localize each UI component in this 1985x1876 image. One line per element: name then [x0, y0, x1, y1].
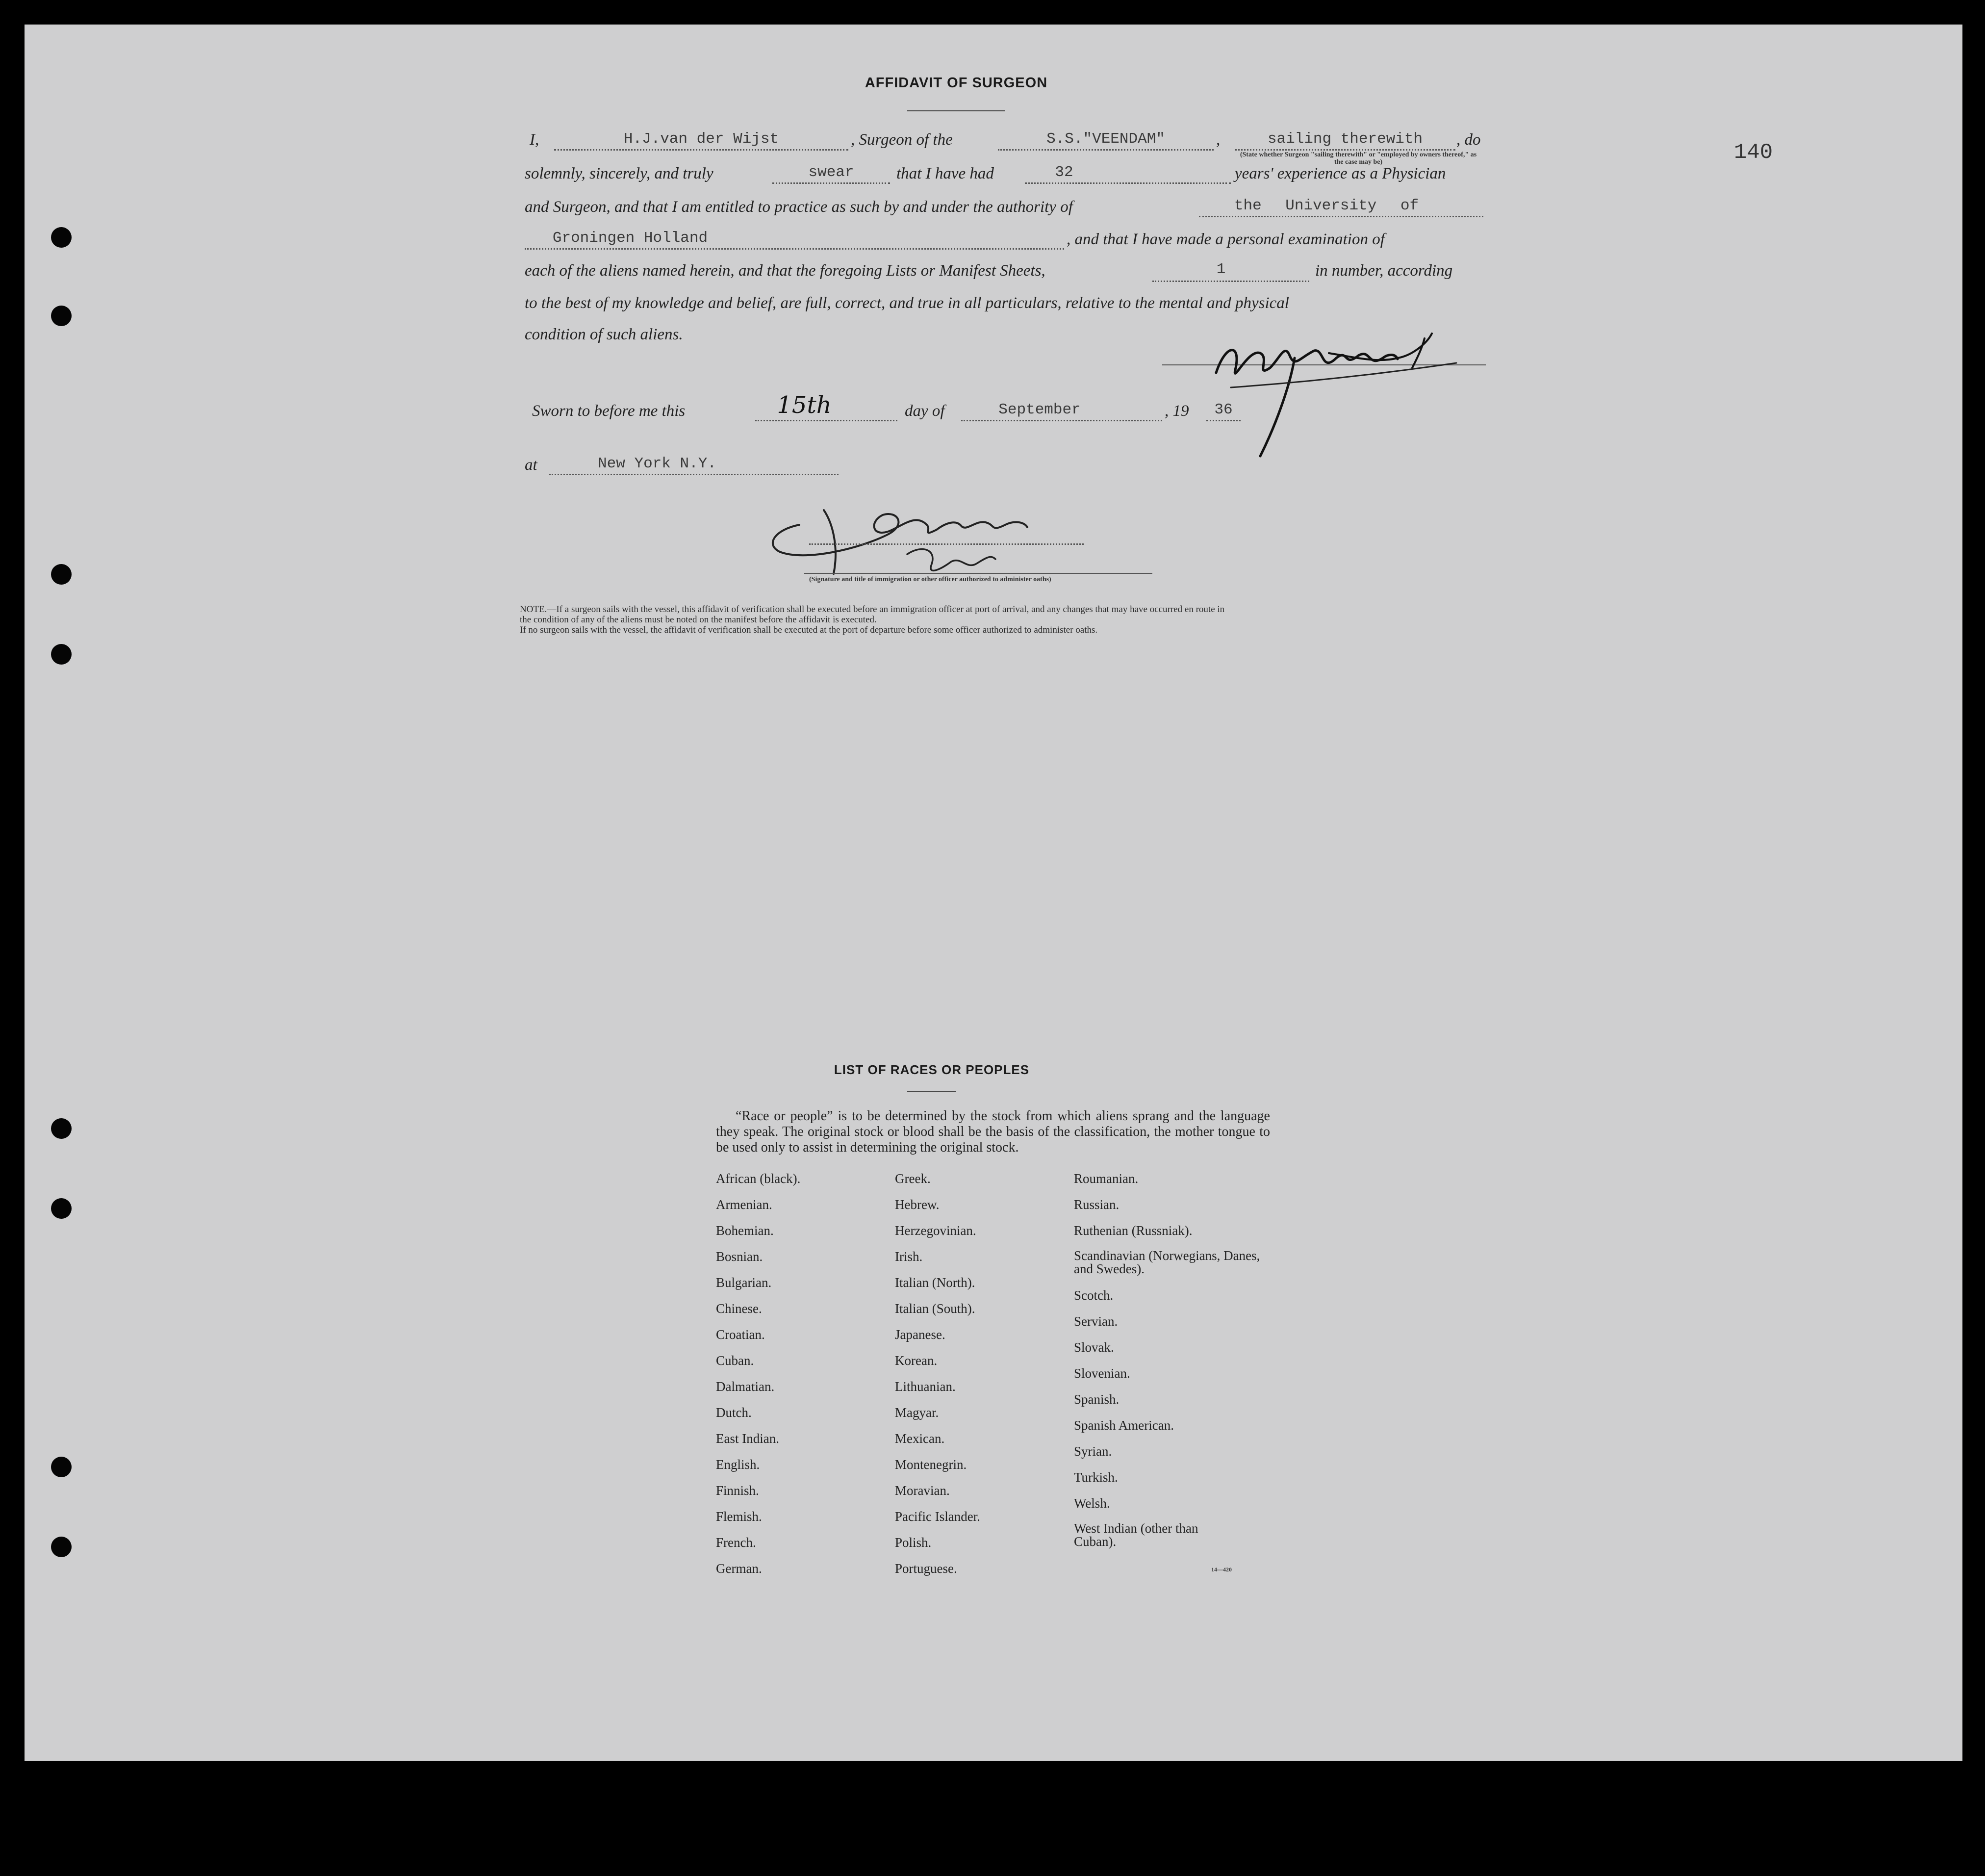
race-item: East Indian.	[716, 1431, 779, 1446]
race-item: Moravian.	[895, 1483, 950, 1498]
text-sworn: Sworn to before me this	[532, 402, 686, 420]
authority-line-2	[525, 248, 1064, 250]
binder-hole	[51, 1118, 72, 1139]
race-item: Armenian.	[716, 1197, 772, 1212]
race-item: West Indian (other than Cuban).	[1074, 1521, 1198, 1549]
race-item: Slovak.	[1074, 1340, 1114, 1355]
binder-hole	[51, 227, 72, 248]
race-item: Turkish.	[1074, 1470, 1118, 1485]
race-item: Finnish.	[716, 1483, 759, 1498]
month-line	[961, 420, 1162, 421]
race-item: French.	[716, 1535, 756, 1550]
race-item: German.	[716, 1561, 762, 1576]
years-field: 32	[1055, 164, 1073, 181]
officer-title-line	[804, 573, 1152, 574]
authority-field-1: the University of	[1234, 197, 1419, 214]
text-at: at	[525, 456, 537, 474]
sheets-field: 1	[1216, 261, 1226, 278]
text-personal-examination: , and that I have made a personal examination of	[1067, 231, 1385, 248]
race-item: Korean.	[895, 1353, 938, 1368]
races-column-1	[716, 1171, 892, 1587]
text-condition: condition of such aliens.	[525, 326, 683, 343]
swear-line	[772, 182, 890, 184]
race-item: Bosnian.	[716, 1249, 763, 1264]
race-item: Bohemian.	[716, 1223, 774, 1238]
note-line-1: NOTE.—If a surgeon sails with the vessel, this affidavit of verification shall be executed before an immigration officer at port of arrival, and any changes that may have occurred en route in	[520, 604, 1225, 615]
day-line	[755, 420, 897, 421]
race-item: Scotch.	[1074, 1288, 1114, 1303]
race-item: Greek.	[895, 1171, 931, 1186]
surgeon-signature	[1201, 329, 1466, 466]
sailing-field: sailing therewith	[1267, 130, 1423, 148]
race-item: Italian (North).	[895, 1275, 975, 1290]
officer-signature-caption: (Signature and title of immigration or other officer authorized to administer oaths)	[809, 576, 1051, 583]
swear-field: swear	[808, 164, 854, 181]
races-column-2	[895, 1171, 1071, 1587]
binder-hole	[51, 306, 72, 326]
race-item: Pacific Islander.	[895, 1509, 980, 1524]
binder-hole	[51, 1198, 72, 1219]
officer-signature-line	[809, 543, 1084, 545]
text-surgeon-of: , Surgeon of the	[851, 131, 953, 149]
race-item: Spanish.	[1074, 1392, 1120, 1407]
race-item: Croatian.	[716, 1327, 765, 1342]
race-item: Flemish.	[716, 1509, 762, 1524]
place-line	[549, 474, 839, 475]
authority-field-2: Groningen Holland	[552, 230, 708, 247]
race-item: Welsh.	[1074, 1496, 1110, 1511]
race-item: Irish.	[895, 1249, 923, 1264]
binder-hole	[51, 644, 72, 665]
text-that-i-have-had: that I have had	[896, 165, 994, 182]
years-line	[1025, 182, 1231, 184]
race-item: Spanish American.	[1074, 1418, 1174, 1433]
race-item: Hebrew.	[895, 1197, 940, 1212]
sailing-line	[1235, 149, 1455, 151]
text-best-of-knowledge: to the best of my knowledge and belief, are full, correct, and true in all particulars, relative to the mental and physical	[525, 294, 1289, 312]
race-item: African (black).	[716, 1171, 801, 1186]
binder-hole	[51, 1537, 72, 1557]
race-item: Roumanian.	[1074, 1171, 1139, 1186]
races-intro: “Race or people” is to be determined by the stock from which aliens sprang and the language they speak. The original stock or blood shall be the basis of the classification, the mother tongue to be used only to assist in determining the original stock.	[716, 1108, 1270, 1155]
text-each-alien: each of the aliens named herein, and that the foregoing Lists or Manifest Sheets,	[525, 262, 1045, 280]
race-item: Herzegovinian.	[895, 1223, 976, 1238]
race-item: Lithuanian.	[895, 1379, 956, 1394]
place-field: New York N.Y.	[598, 455, 716, 472]
vessel-field: S.S."VEENDAM"	[1046, 130, 1165, 148]
page-number: 140	[1734, 140, 1773, 165]
day-field: 15th	[777, 391, 832, 419]
title-rule	[907, 110, 1005, 111]
month-field: September	[998, 401, 1081, 418]
authority-line-1	[1199, 216, 1483, 217]
text-in-number: in number, according	[1315, 262, 1453, 280]
officer-signature	[760, 495, 1054, 589]
race-item: English.	[716, 1457, 760, 1472]
race-item: Polish.	[895, 1535, 932, 1550]
text-19: , 19	[1165, 402, 1189, 420]
race-item: Scandinavian (Norwegians, Danes, and Swedes).	[1074, 1248, 1260, 1276]
race-item: Bulgarian.	[716, 1275, 772, 1290]
document-sheet: 140 AFFIDAVIT OF SURGEON I, H.J.van der Wijst , Surgeon of the S.S."VEENDAM" , sailing therewith , do (State whether Surgeon "sailing therewith" or "employed by owners thereof," as the case may be) solemnly, sincerely, and truly swear that I have had 32 years' experience as a Physician and Surgeon, and that I am entitled to practice as such by and under the authority of the University of Groningen Holland , and that I have made a personal examination of each of the aliens named herein, and that the foregoing Lists or Manifest Sheets, 1 in number, according to the best of my knowledge and belief, are full, correct, and true in all particulars, relative to the mental and physical condition of such aliens. Sworn to before me this 15th day of September , 19 36 at New York N.Y. (Signature and title of immigration or other officer authorized to administer oaths) NOTE.—If a surgeon sails with the vessel, this affidavit of verification shall be executed before an immigration officer at port of arrival, and any changes that may have occurred en route in the condition of any of the aliens must be noted on the manifest before the affidavit is executed. If no surgeon sails with the vessel, the affidavit of verification shall be executed at the port of departure before some officer authorized to administer oaths. LIST OF RACES OR PEOPLES “Race or people” is to be determined by the stock from which aliens sprang and the language they speak. The original stock or blood shall be the basis of the classification, the mother tongue to be used only to assist in determining the original stock. African (black). Armenian. Bohemian. Bosnian. Bulgarian. Chinese. Croatian. Cuban. Dalmatian. Dutch. East Indian. English. Finnish. Flemish. French. German. Greek. Hebrew. Herzegovinian. Irish. Italian (North). Italian (South). Japanese. Korean. Lithuanian. Magyar. Mexican. Montenegrin. Moravian. Pacific Islander. Polish. Portuguese. Roumanian. Russian. Ruthenian (Russniak). Scandinavian (Norwegians, Danes, and Swedes). Scotch. Servian. Slovak. Slovenian. Spanish. Spanish American. Syrian. Turkish. Welsh. West Indian (other than Cuban). 14—420	[25, 25, 1962, 1761]
surgeon-name-line	[554, 149, 848, 151]
text-solemnly: solemnly, sincerely, and truly	[525, 165, 713, 182]
affidavit-title: AFFIDAVIT OF SURGEON	[865, 75, 1048, 91]
sailing-note: (State whether Surgeon "sailing therewith" or "employed by owners thereof," as the case may be)	[1240, 151, 1477, 166]
surgeon-name-field: H.J.van der Wijst	[623, 130, 779, 148]
sheets-line	[1152, 281, 1309, 282]
races-column-3	[1074, 1171, 1270, 1551]
text-and-surgeon: and Surgeon, and that I am entitled to practice as such by and under the authority of	[525, 198, 1073, 216]
races-title: LIST OF RACES OR PEOPLES	[834, 1062, 1030, 1077]
race-item: Ruthenian (Russniak).	[1074, 1223, 1193, 1238]
race-item: Magyar.	[895, 1405, 939, 1420]
binder-hole	[51, 564, 72, 585]
race-item: Mexican.	[895, 1431, 945, 1446]
race-item: Montenegrin.	[895, 1457, 967, 1472]
races-title-rule	[907, 1091, 956, 1092]
text-i: I,	[530, 131, 539, 149]
race-item: Dalmatian.	[716, 1379, 775, 1394]
race-item: Italian (South).	[895, 1301, 975, 1316]
vessel-line	[998, 149, 1214, 151]
text-years-experience: years' experience as a Physician	[1235, 165, 1446, 182]
race-item: Japanese.	[895, 1327, 945, 1342]
text-day-of: day of	[905, 402, 945, 420]
race-item: Slovenian.	[1074, 1366, 1130, 1381]
note-line-3: If no surgeon sails with the vessel, the affidavit of verification shall be executed at the port of departure before some officer authorized to administer oaths.	[520, 625, 1098, 635]
race-item: Syrian.	[1074, 1444, 1112, 1459]
year-field: 36	[1214, 401, 1233, 418]
year-line	[1206, 420, 1241, 421]
text-do: , do	[1456, 131, 1481, 149]
note-line-2: the condition of any of the aliens must be noted on the manifest before the affidavit is executed.	[520, 615, 877, 625]
race-item: Dutch.	[716, 1405, 752, 1420]
binder-hole	[51, 1457, 72, 1477]
race-item: Portuguese.	[895, 1561, 957, 1576]
race-item: Servian.	[1074, 1314, 1118, 1329]
race-item: Cuban.	[716, 1353, 754, 1368]
race-item: Chinese.	[716, 1301, 762, 1316]
form-code: 14—420	[1211, 1566, 1232, 1573]
race-item: Russian.	[1074, 1197, 1120, 1212]
